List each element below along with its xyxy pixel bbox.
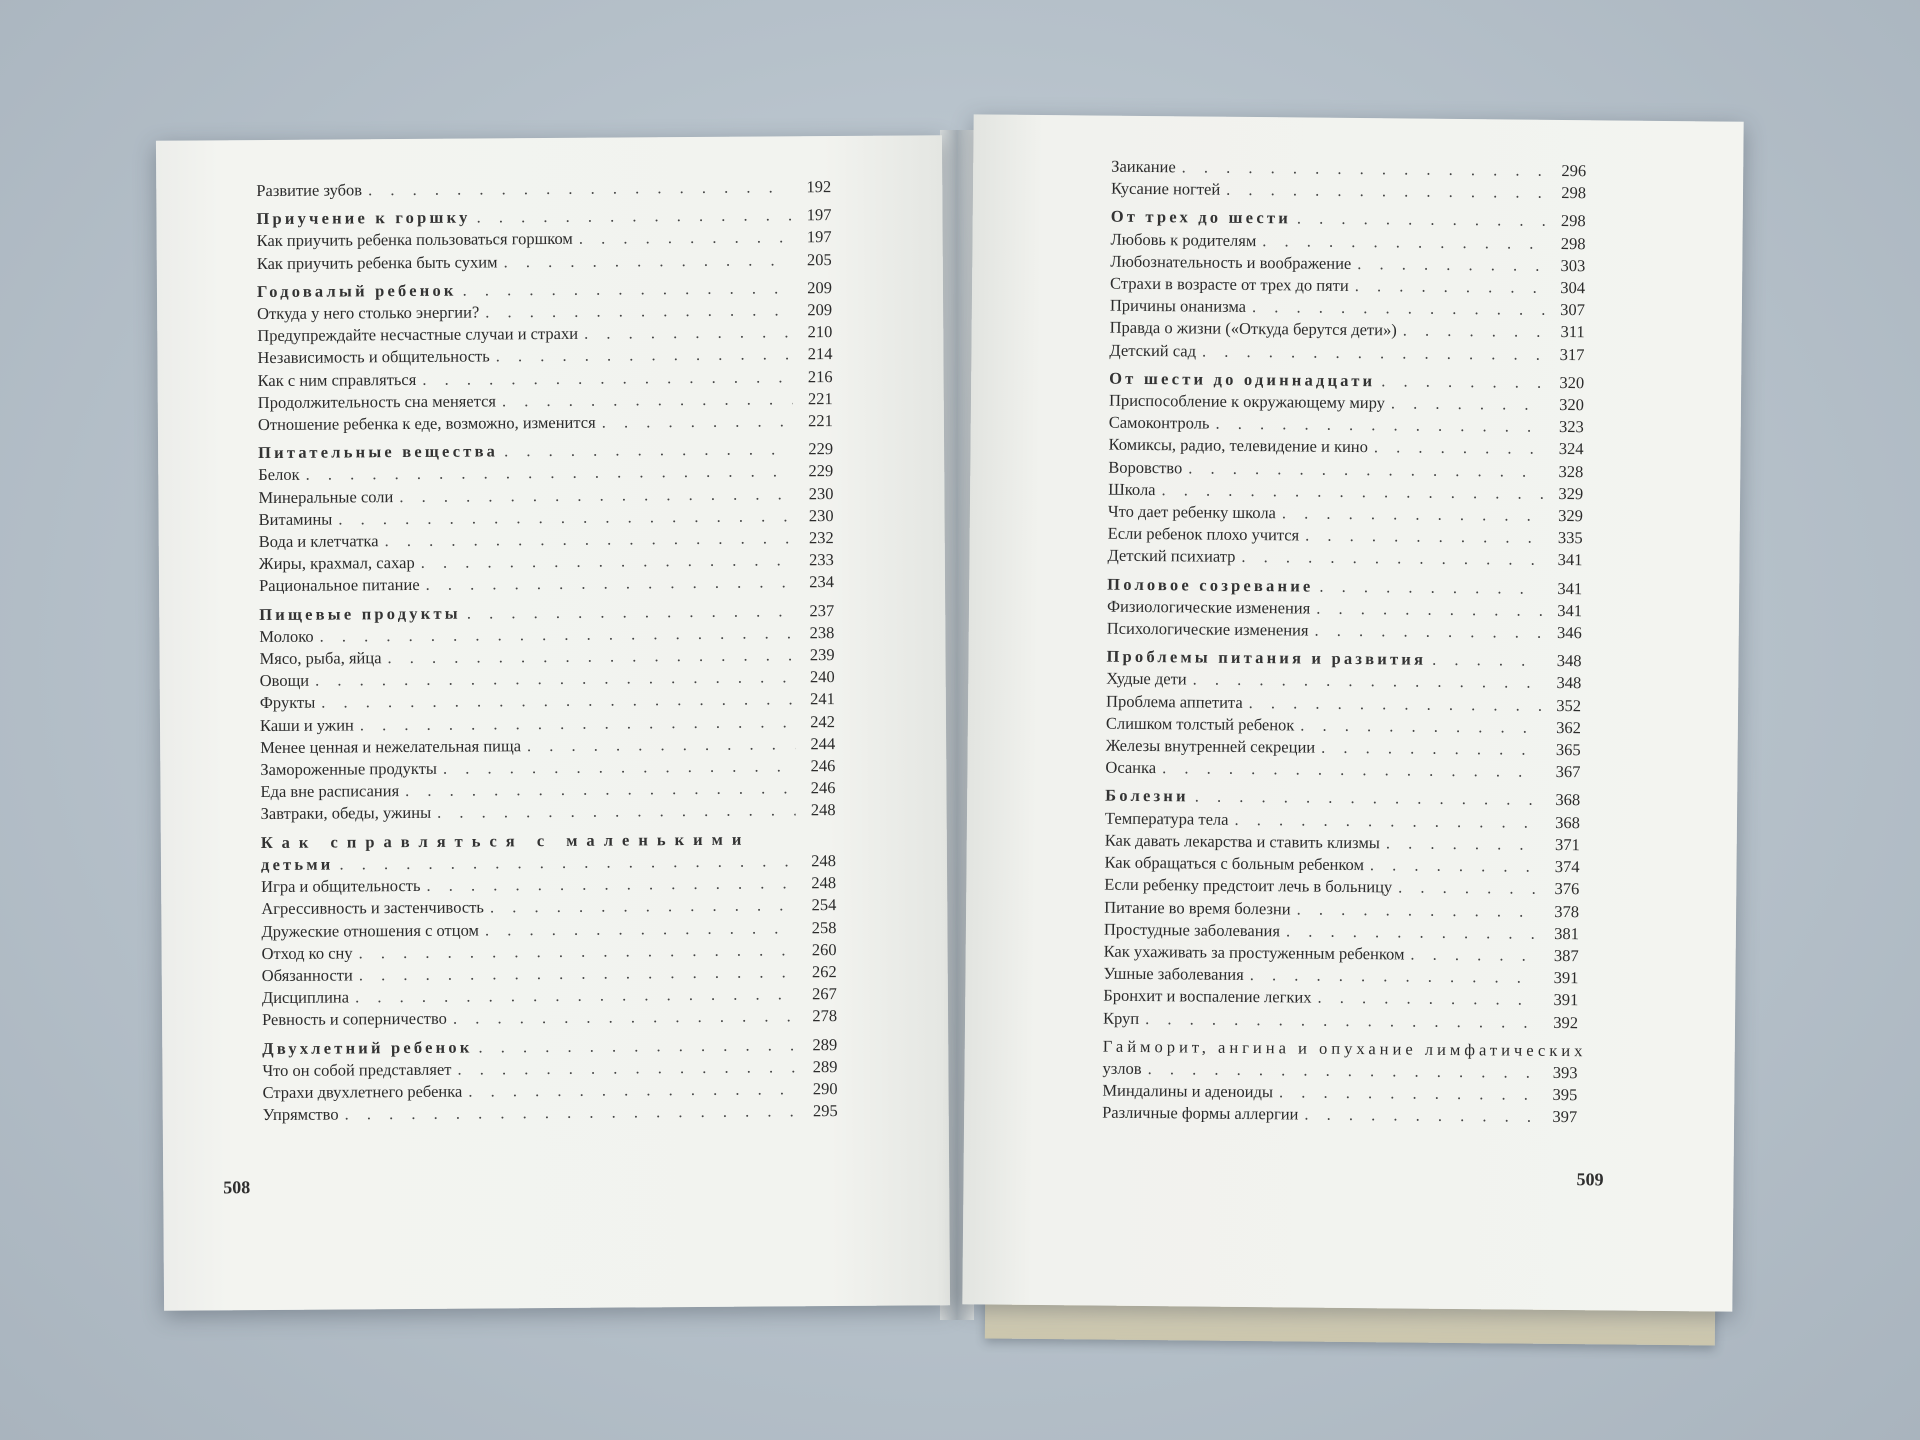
- dot-leader: [339, 850, 796, 875]
- dot-leader: [1202, 340, 1545, 365]
- toc-entry-title: Миндалины и аденоиды: [1102, 1080, 1274, 1102]
- dot-leader: [1226, 179, 1546, 204]
- toc-entry-title: Проблемы питания и развития: [1106, 646, 1427, 669]
- toc-entry-title: Что дает ребенку школа: [1107, 501, 1277, 523]
- dot-leader: [1297, 208, 1546, 233]
- dot-leader: [1300, 714, 1541, 739]
- toc-page-number: 392: [1553, 1012, 1579, 1032]
- dot-leader: [602, 410, 793, 434]
- toc-page-number: 239: [809, 645, 835, 665]
- toc-entry-title: Ушные заболевания: [1103, 963, 1244, 985]
- dot-leader: [468, 1078, 797, 1103]
- toc-page-number: 368: [1555, 812, 1581, 832]
- toc-section: [1111, 156, 1586, 205]
- toc-entry-title: Минеральные соли: [258, 486, 394, 507]
- dot-leader: [453, 1006, 797, 1031]
- toc-entry-title: Воровство: [1108, 457, 1183, 477]
- dot-leader: [579, 227, 792, 251]
- toc-page-number: 329: [1558, 483, 1584, 504]
- toc-entry-title: Половое созревание: [1107, 574, 1314, 596]
- dot-leader: [405, 778, 795, 803]
- left-page: [156, 135, 950, 1310]
- toc-entry-title: Независимость и общительность: [257, 346, 490, 368]
- dot-leader: [1357, 253, 1545, 277]
- toc-entry-title: Обязанности: [261, 965, 353, 985]
- toc-section: [258, 438, 834, 597]
- dot-leader: [1386, 832, 1540, 856]
- toc-page-number: 289: [812, 1034, 838, 1054]
- dot-leader: [1355, 275, 1546, 299]
- toc-page-number: 378: [1554, 901, 1580, 921]
- toc-entry-title: Дисциплина: [261, 987, 350, 1008]
- toc-entry-title: Менее ценная и нежелательная пища: [260, 736, 522, 757]
- dot-leader: [1252, 296, 1545, 321]
- toc-entry-title: Кусание ногтей: [1110, 178, 1221, 199]
- toc-section: [1107, 573, 1583, 644]
- toc-entry-title: Различные формы аллергии: [1102, 1102, 1299, 1124]
- toc-entry-title: Каши и ужин: [259, 715, 354, 735]
- toc-entry-title: Завтраки, обеды, ужины: [260, 803, 432, 824]
- toc-page-number: 352: [1556, 695, 1582, 715]
- toc-entry: [262, 1005, 837, 1031]
- toc-entry-title: Если ребенку предстоит лечь в больницу: [1104, 874, 1393, 897]
- dot-leader: [359, 961, 797, 986]
- toc-page-number: 329: [1558, 506, 1583, 526]
- toc-entry-title: Как с ним справляться: [257, 369, 417, 390]
- dot-leader: [502, 388, 793, 412]
- dot-leader: [1374, 437, 1544, 461]
- toc-page-number: 192: [806, 177, 832, 197]
- toc-page-number: 324: [1558, 439, 1584, 459]
- dot-leader: [1162, 757, 1541, 783]
- page-number: 509: [1576, 1169, 1604, 1190]
- toc-entry-title-line1: Гайморит, ангина и опухание лимфатических: [1102, 1036, 1587, 1060]
- toc-page-number: 244: [810, 733, 836, 754]
- toc-entry-title: Фрукты: [259, 693, 316, 713]
- dot-leader: [344, 1100, 797, 1125]
- toc-entry-title: Откуда у него столько энергии?: [257, 302, 480, 324]
- toc-page-number: 258: [811, 917, 837, 937]
- toc-entry-title: Страхи двухлетнего ребенка: [262, 1081, 463, 1102]
- toc-page-number: 341: [1557, 600, 1583, 621]
- toc-section: [256, 176, 831, 202]
- dot-leader: [1321, 737, 1541, 761]
- toc-entry-title: Железы внутренней секреции: [1105, 735, 1316, 757]
- toc-page-number: 348: [1556, 673, 1582, 693]
- toc-entry-title: Мясо, рыба, яйца: [259, 648, 382, 669]
- dot-leader: [504, 439, 793, 463]
- dot-leader: [321, 689, 795, 715]
- toc-page-number: 298: [1560, 233, 1586, 253]
- toc-page-number: 242: [810, 711, 836, 731]
- toc-page-number: 298: [1561, 183, 1587, 203]
- dot-leader: [359, 939, 797, 964]
- toc-page-number: 289: [812, 1056, 838, 1076]
- toc-entry: [256, 176, 831, 202]
- toc-entry-title: Школа: [1108, 479, 1156, 499]
- dot-leader: [443, 755, 795, 780]
- toc-page-number: 209: [807, 277, 833, 298]
- dot-leader: [1305, 525, 1543, 549]
- toc-section: [1102, 1035, 1587, 1128]
- dot-leader: [1262, 230, 1545, 255]
- toc-entry-title: Причины онанизма: [1109, 295, 1247, 317]
- toc-entry-title: Еда вне расписания: [260, 781, 400, 802]
- toc-page-number: 346: [1556, 623, 1582, 643]
- toc-entry: [1103, 1007, 1578, 1034]
- toc-page-number: 335: [1557, 528, 1583, 548]
- dot-leader: [485, 299, 792, 323]
- toc-left: [256, 176, 838, 1132]
- toc-page-number: 209: [807, 300, 833, 320]
- toc-page-number: 246: [810, 756, 836, 776]
- toc-page-number: 395: [1552, 1085, 1578, 1105]
- dot-leader: [320, 622, 795, 648]
- toc-page-number: 393: [1552, 1062, 1578, 1083]
- toc-page-number: 296: [1561, 160, 1587, 181]
- toc-page-number: 387: [1553, 945, 1579, 966]
- page-number: 508: [223, 1177, 251, 1198]
- toc-entry-multiline: [1102, 1035, 1587, 1084]
- toc-entry-title: Как приучить ребенка пользоваться горшком: [256, 229, 573, 251]
- toc-page-number: 341: [1557, 578, 1583, 598]
- toc-entry: [261, 800, 836, 826]
- dot-leader: [1234, 809, 1540, 834]
- toc-entry-title: Заикание: [1111, 156, 1176, 177]
- toc-entry: [1107, 618, 1582, 645]
- toc-entry-title: Витамины: [258, 509, 333, 529]
- toc-entry-title: Игра и общительность: [261, 876, 421, 897]
- toc-page-number: 210: [807, 322, 833, 342]
- toc-page-number: 267: [812, 984, 837, 1004]
- toc-entry-title: Жиры, крахмал, сахар: [258, 553, 415, 574]
- dot-leader: [463, 277, 793, 302]
- toc-page-number: 368: [1555, 790, 1581, 810]
- toc-entry-title: Как обращаться с больным ребенком: [1104, 852, 1365, 875]
- toc-entry-title: Дружеские отношения с отцом: [261, 920, 479, 941]
- dot-leader: [399, 483, 793, 508]
- toc-entry-title: Любовь к родителям: [1110, 229, 1257, 250]
- dot-leader: [422, 366, 792, 391]
- toc-entry-title: Молоко: [259, 626, 314, 646]
- toc-page-number: 371: [1554, 834, 1580, 855]
- dot-leader: [1286, 920, 1539, 945]
- toc-page-number: 238: [809, 622, 835, 643]
- toc-entry-title: Упрямство: [262, 1104, 339, 1125]
- toc-entry-title: Худые дети: [1106, 669, 1187, 689]
- toc-page-number: 376: [1554, 879, 1580, 899]
- dot-leader: [1297, 898, 1540, 923]
- toc-section: [259, 600, 836, 826]
- right-page: [962, 114, 1743, 1311]
- toc-entry-title: Правда о жизни («Откуда берутся дети»): [1109, 318, 1397, 340]
- toc-section: [1107, 367, 1584, 571]
- toc-section: [1103, 785, 1580, 1034]
- toc-page-number: 341: [1557, 550, 1583, 570]
- dot-leader: [1241, 546, 1542, 571]
- toc-section: [256, 204, 831, 275]
- toc-page-number: 214: [807, 344, 833, 364]
- toc-page-number: 229: [808, 439, 834, 459]
- dot-leader: [368, 176, 791, 201]
- toc-page-number: 381: [1554, 923, 1579, 943]
- toc-page-number: 229: [808, 461, 834, 481]
- toc-page-number: 320: [1559, 394, 1585, 415]
- toc-page-number: 317: [1559, 344, 1585, 364]
- toc-entry-title: От трех до шести: [1110, 207, 1292, 228]
- toc-entry-title: Страхи в возрасте от трех до пяти: [1110, 273, 1349, 295]
- dot-leader: [496, 344, 793, 368]
- dot-leader: [490, 895, 797, 919]
- toc-entry-title-line1: Как справляться с маленькими: [260, 829, 751, 852]
- toc-entry-title: Температура тела: [1104, 808, 1229, 829]
- toc-page-number: 205: [806, 249, 832, 269]
- toc-page-number: 234: [809, 572, 835, 592]
- toc-entry: [1105, 757, 1580, 784]
- dot-leader: [1317, 987, 1538, 1011]
- dot-leader: [1319, 575, 1542, 599]
- toc-section: [261, 828, 837, 1032]
- toc-page-number: 397: [1552, 1107, 1578, 1127]
- toc-section: [1109, 206, 1585, 366]
- toc-entry-title: Приспособление к окружающему миру: [1108, 390, 1386, 413]
- dot-leader: [1304, 1104, 1537, 1128]
- toc-entry: [263, 1100, 838, 1126]
- toc-entry-title: Пищевые продукты: [259, 603, 461, 624]
- toc-entry-title: Комиксы, радио, телевидение и кино: [1108, 435, 1369, 457]
- toc-page-number: 374: [1554, 857, 1580, 877]
- toc-page-number: 230: [808, 483, 834, 503]
- toc-page-number: 254: [811, 895, 837, 915]
- dot-leader: [1249, 692, 1542, 717]
- dot-leader: [360, 711, 795, 736]
- toc-page-number: 230: [808, 505, 834, 526]
- toc-entry-title: Развитие зубов: [256, 180, 363, 201]
- toc-page-number: 328: [1558, 461, 1584, 481]
- dot-leader: [1432, 649, 1542, 672]
- toc-page-number: 391: [1553, 968, 1579, 988]
- toc-entry-title: Как давать лекарства и ставить клизмы: [1104, 830, 1381, 853]
- dot-leader: [1381, 370, 1544, 394]
- dot-leader: [476, 205, 791, 229]
- dot-leader: [385, 527, 794, 552]
- toc-entry-title: Что он собой представляет: [262, 1059, 452, 1080]
- toc-page-number: 278: [812, 1006, 838, 1026]
- toc-entry-title: Продолжительность сна меняется: [257, 391, 497, 412]
- toc-page-number: 248: [810, 800, 836, 820]
- toc-page-number: 295: [812, 1101, 838, 1121]
- toc-page-number: 216: [807, 366, 833, 386]
- toc-page-number: 323: [1558, 417, 1584, 437]
- toc-page-number: 237: [809, 600, 835, 620]
- toc-entry-title: Любознательность и воображение: [1110, 251, 1352, 273]
- toc-page-number: 197: [806, 227, 832, 247]
- toc-section: [262, 1034, 838, 1127]
- dot-leader: [1193, 669, 1542, 695]
- toc-page-number: 290: [812, 1078, 838, 1099]
- dot-leader: [527, 733, 795, 757]
- toc-entry: [257, 249, 832, 275]
- dot-leader: [387, 644, 794, 669]
- toc-entry-title: Отношение ребенка к еде, возможно, изменится: [257, 412, 596, 435]
- toc-page-number: 248: [811, 873, 837, 893]
- dot-leader: [437, 800, 796, 825]
- toc-page-number: 246: [810, 778, 836, 798]
- toc-entry-title: Самоконтроль: [1108, 412, 1210, 433]
- toc-entry-title: Осанка: [1105, 757, 1157, 778]
- toc-entry: [1109, 339, 1584, 366]
- dot-leader: [457, 1056, 797, 1081]
- dot-leader: [1370, 854, 1540, 878]
- dot-leader: [503, 249, 791, 273]
- toc-page-number: 304: [1560, 277, 1586, 298]
- toc-entry: [1107, 545, 1582, 572]
- toc-page-number: 298: [1560, 211, 1586, 231]
- toc-page-number: 197: [806, 205, 832, 225]
- dot-leader: [478, 1034, 797, 1058]
- toc-entry-title: Круп: [1102, 1008, 1140, 1028]
- toc-page-number: 221: [808, 411, 833, 431]
- dot-leader: [1314, 620, 1541, 644]
- toc-entry-title: Питание во время болезни: [1104, 897, 1291, 918]
- toc-page-number: 233: [809, 550, 834, 570]
- toc-page-number: 240: [809, 667, 835, 687]
- toc-entry-title: Детский психиатр: [1107, 546, 1236, 567]
- toc-entry: [1111, 178, 1586, 205]
- dot-leader: [1403, 320, 1545, 344]
- dot-leader: [355, 983, 797, 1008]
- dot-leader: [421, 550, 794, 575]
- toc-section: [257, 277, 833, 436]
- toc-entry-title: Рациональное питание: [258, 575, 420, 596]
- dot-leader: [1279, 1081, 1537, 1106]
- toc-page-number: 260: [811, 939, 837, 959]
- toc-entry-multiline: [261, 828, 836, 876]
- toc-entry-title: Слишком толстый ребенок: [1105, 713, 1295, 735]
- dot-leader: [1145, 1008, 1538, 1034]
- toc-entry-title: Овощи: [259, 670, 310, 691]
- toc-section: [1105, 646, 1581, 784]
- toc-page-number: 365: [1555, 740, 1581, 760]
- dot-leader: [1410, 943, 1538, 966]
- toc-entry-title: Вода и клетчатка: [258, 531, 379, 552]
- dot-leader: [485, 917, 797, 941]
- dot-leader: [584, 322, 792, 346]
- toc-page-number: 307: [1560, 300, 1585, 320]
- toc-entry-title: Простудные заболевания: [1103, 919, 1281, 941]
- toc-entry-title: Приучение к горшку: [256, 207, 471, 229]
- toc-entry-title: Питательные вещества: [258, 441, 499, 463]
- toc-entry: [259, 571, 834, 597]
- toc-entry-title: Двухлетний ребенок: [262, 1037, 473, 1058]
- dot-leader: [467, 600, 795, 624]
- toc-entry-title: Ревность и соперничество: [261, 1009, 447, 1030]
- toc-page-number: 391: [1553, 990, 1579, 1010]
- toc-entry-title: От шести до одиннадцати: [1109, 368, 1376, 391]
- dot-leader: [1195, 786, 1541, 812]
- toc-entry-title-line2: узлов: [1102, 1058, 1142, 1078]
- toc-entry-title: Проблема аппетита: [1106, 691, 1243, 712]
- toc-entry: [1102, 1102, 1577, 1129]
- dot-leader: [426, 572, 795, 597]
- toc-entry-title: Замороженные продукты: [260, 758, 438, 780]
- dot-leader: [1250, 964, 1539, 989]
- dot-leader: [426, 872, 796, 897]
- toc-page-number: 221: [807, 388, 833, 409]
- toc-page-number: 248: [811, 850, 837, 871]
- toc-entry-title: Агрессивность и застенчивость: [261, 897, 484, 919]
- toc-page-number: 232: [808, 528, 834, 548]
- toc-entry-title: Детский сад: [1109, 340, 1197, 361]
- toc-entry-title: Годовалый ребенок: [256, 280, 457, 301]
- toc-page-number: 367: [1555, 762, 1581, 782]
- toc-page-number: 262: [811, 961, 837, 982]
- toc-page-number: 362: [1556, 717, 1581, 738]
- toc-page-number: 241: [810, 689, 835, 709]
- toc-page-number: 311: [1560, 322, 1585, 342]
- toc-page-number: 348: [1556, 651, 1582, 671]
- toc-page-number: 303: [1560, 255, 1586, 276]
- toc-entry-title: Если ребенок плохо учится: [1107, 523, 1300, 545]
- toc-entry-title: Бронхит и воспаление легких: [1103, 985, 1312, 1007]
- dot-leader: [1391, 392, 1544, 416]
- toc-entry-title: Физиологические изменения: [1106, 596, 1311, 618]
- dot-leader: [1316, 598, 1542, 622]
- toc-entry-title: Предупреждайте несчастные случаи и страхи: [257, 324, 579, 346]
- dot-leader: [338, 505, 793, 530]
- dot-leader: [1398, 877, 1539, 901]
- toc-entry-title: Как приучить ребенка быть сухим: [256, 251, 498, 273]
- toc-entry-title: Отход ко сну: [261, 943, 353, 963]
- dot-leader: [1282, 502, 1543, 527]
- toc-entry-title-line2: детьми: [260, 854, 334, 874]
- toc-entry-title: Белок: [258, 465, 300, 485]
- toc-entry: [258, 410, 833, 436]
- toc-page-number: 320: [1559, 372, 1585, 393]
- toc-entry-title: Как ухаживать за простуженным ребенком: [1103, 941, 1405, 964]
- toc-right: [1102, 156, 1586, 1135]
- toc-entry-title: Болезни: [1105, 786, 1189, 806]
- toc-entry-title: Психологические изменения: [1106, 618, 1309, 640]
- dot-leader: [1215, 413, 1543, 438]
